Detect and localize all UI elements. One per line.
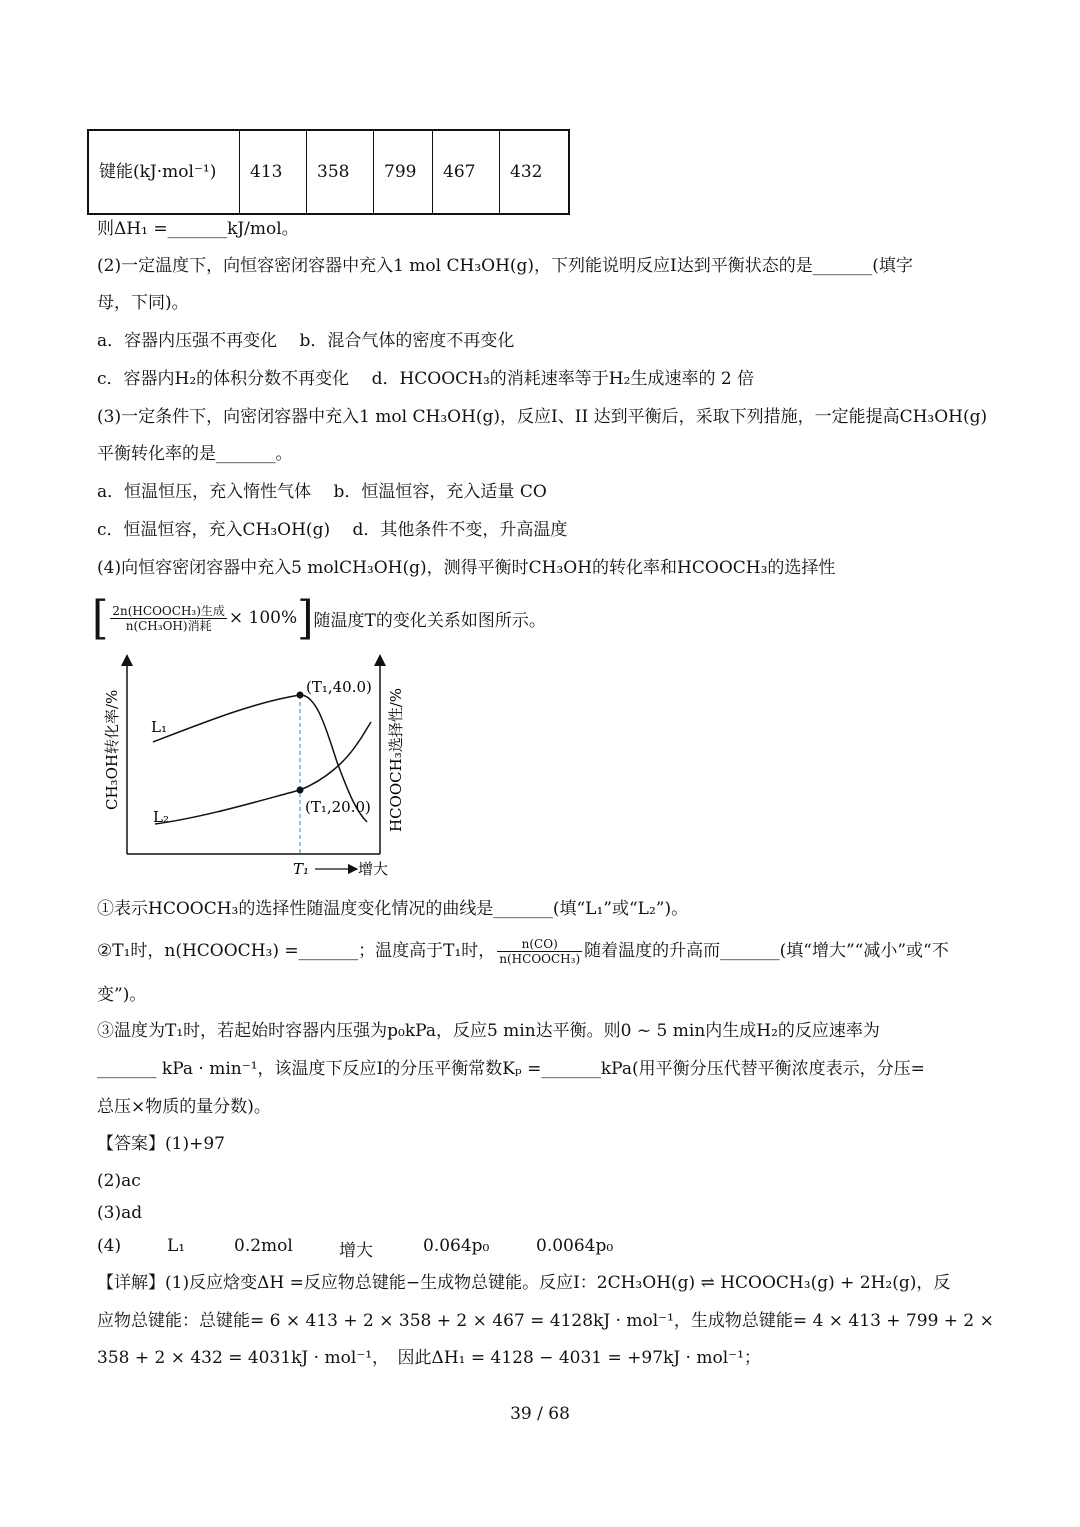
label-l1: L₁ [151,718,167,736]
text-line: 平衡转化率的是_______。 [97,444,293,464]
selectivity-formula: [ $\frac{\text{2n(HCOOCH₃)生成}}{\text{n(CH₃OH)消耗}}$ × 100% ] 随温度T的变化关系如图所示。 [92,590,546,645]
answer-4-item: 0.0064p₀ [536,1236,614,1256]
label-t1-20: (T₁,20.0) [305,798,371,816]
text-line: 则ΔH₁ =_______kJ/mol。 [97,219,299,239]
answer-4-label: (4) [97,1236,122,1256]
option-line: a．恒温恒压，充入惰性气体 b．恒温恒容，充入适量 CO [97,482,547,502]
point-t1-40 [297,692,304,699]
answer-4-item: 0.064p₀ [423,1236,490,1256]
label-t1-40: (T₁,40.0) [306,678,372,696]
text-line: 总压×物质的量分数)。 [97,1097,271,1117]
detail-line: 358 + 2 × 432 = 4031kJ · mol⁻¹， 因此ΔH₁ = 4128 − 4031 = +97kJ · mol⁻¹； [97,1348,761,1368]
fraction: $\frac{n(CO)}{\text{n(HCOOCH₃)}}$ [499,936,581,966]
table-row [88,130,569,214]
left-axis-label: CH₃OH转化率/% [103,689,121,810]
table-cell: 358 [307,130,374,214]
table-cell: 467 [433,130,500,214]
question-2: (2)一定温度下，向恒容密闭容器中充入1 mol CH₃OH(g)，下列能说明反应I达到平衡状态的是_______(填字 [97,256,913,276]
x-arrow-label: 增大 [358,860,389,878]
table-cell: 413 [240,130,307,214]
subquestion-3: ③温度为T₁时，若起始时容器内压强为p₀kPa，反应5 min达平衡。则0 ~ 5 min内生成H₂的反应速率为 [97,1021,880,1041]
table-header-cell: 键能(kJ·mol⁻¹) [88,130,240,214]
answer-title: 【答案】(1)+97 [97,1134,225,1154]
right-axis-label: HCOOCH₃选择性/% [387,687,405,832]
label-l2: L₂ [153,808,169,826]
question-3: (3)一定条件下，向密闭容器中充入1 mol CH₃OH(g)，反应I、II 达到平衡后，采取下列措施，一定能提高CH₃OH(g) [97,407,988,427]
bracket-right: ] [297,590,314,645]
text-line: 变”)。 [97,985,147,1005]
text-line: _______ kPa · min⁻¹，该温度下反应I的分压平衡常数Kₚ =_______kPa(用平衡分压代替平衡浓度表示，分压= [97,1059,925,1079]
option-line: a．容器内压强不再变化 b．混合气体的密度不再变化 [97,331,515,351]
x-tick-t1: T₁ [293,860,310,878]
bracket-left: [ [92,590,109,645]
answer-2: (2)ac [97,1171,141,1191]
option-line: c．恒温恒容，充入CH₃OH(g) d．其他条件不变，升高温度 [97,520,568,540]
subquestion-1: ①表示HCOOCH₃的选择性随温度变化情况的曲线是_______(填“L₁”或“L₂”)。 [97,899,689,919]
answer-4-item: 增大 [339,1241,373,1261]
bond-energy-table [87,129,570,215]
table-cell: 799 [374,130,433,214]
subquestion-2: ②T₁时，n(HCOOCH₃) =_______；温度高于T₁时， $\frac{n(CO)}{\text{n(HCOOCH₃)}}$ 随着温度的升高而_______(填“增大”“减小”或“不 [97,936,949,966]
conversion-selectivity-chart [95,652,415,882]
text-line: 母，下同)。 [97,293,189,313]
detail-line: 【详解】(1)反应焓变ΔH =反应物总键能−生成物总键能。反应I：2CH₃OH(g) ⇌ HCOOCH₃(g) + 2H₂(g)，反 [97,1273,951,1293]
table-cell: 432 [500,130,570,214]
answer-4-item: L₁ [167,1236,186,1256]
answer-4-item: 0.2mol [234,1236,293,1256]
option-line: c．容器内H₂的体积分数不再变化 d．HCOOCH₃的消耗速率等于H₂生成速率的 2 倍 [97,369,755,389]
detail-line: 应物总键能：总键能= 6 × 413 + 2 × 358 + 2 × 467 = 4128kJ · mol⁻¹，生成物总键能= 4 × 413 + 799 + 2 × [97,1311,994,1331]
question-4: (4)向恒容密闭容器中充入5 molCH₃OH(g)，测得平衡时CH₃OH的转化率和HCOOCH₃的选择性 [97,558,836,578]
fraction: $\frac{\text{2n(HCOOCH₃)生成}}{\text{n(CH₃OH)消耗}}$ [112,603,225,633]
page-number: 39 / 68 [510,1404,570,1424]
point-t1-20 [297,787,304,794]
answer-3: (3)ad [97,1203,143,1223]
